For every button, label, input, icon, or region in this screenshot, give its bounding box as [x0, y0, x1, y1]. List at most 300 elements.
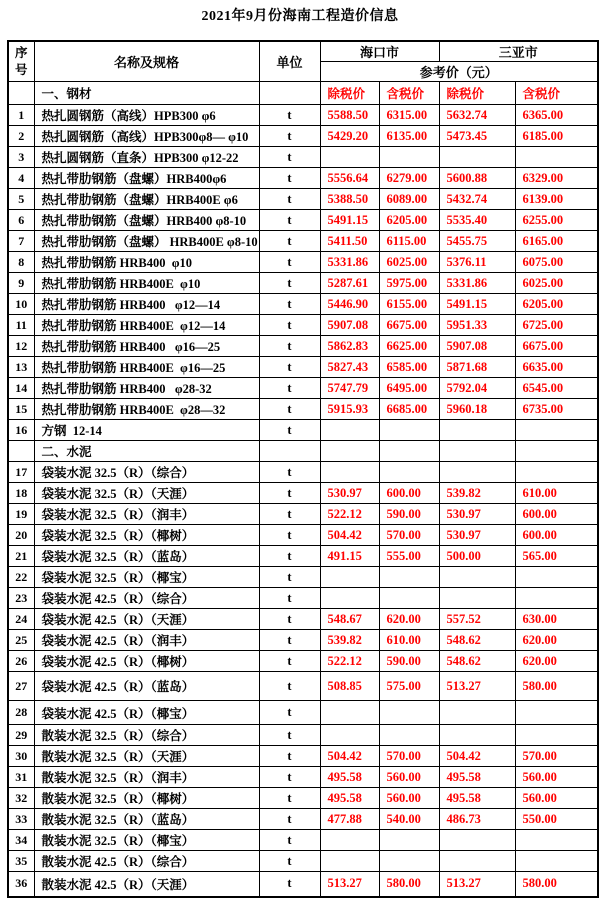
sanya-inctax-cell: 630.00 [515, 609, 598, 630]
name-spec-cell: 热扎带肋钢筋 HRB400E φ10 [34, 273, 259, 294]
table-row [8, 567, 598, 588]
haikou-inctax-cell: 610.00 [379, 630, 439, 651]
haikou-inctax-cell: 6495.00 [379, 378, 439, 399]
table-row [8, 504, 598, 525]
table-row [8, 294, 598, 315]
table-row [8, 872, 598, 897]
haikou-extax-cell: 5862.83 [320, 336, 379, 357]
unit-cell: t [259, 210, 320, 231]
table-row [8, 336, 598, 357]
haikou-inctax-cell: 560.00 [379, 788, 439, 809]
sanya-extax-cell: 500.00 [439, 546, 515, 567]
table-row [8, 725, 598, 746]
haikou-inctax-cell: 6685.00 [379, 399, 439, 420]
unit-cell: t [259, 767, 320, 788]
unit-cell: t [259, 588, 320, 609]
header-reference-price: 参考价（元） [320, 62, 598, 82]
serial-cell: 28 [8, 701, 34, 725]
sanya-inctax-cell: 580.00 [515, 872, 598, 897]
haikou-inctax-cell [379, 851, 439, 872]
name-spec-cell: 散装水泥 32.5（R）（蓝岛） [34, 809, 259, 830]
name-spec-cell: 热扎带肋钢筋（盘螺）HRB400 φ8-10 [34, 210, 259, 231]
table-row [8, 830, 598, 851]
haikou-extax-cell: 5491.15 [320, 210, 379, 231]
unit-cell: t [259, 231, 320, 252]
unit-cell [259, 441, 320, 462]
haikou-inctax-cell: 5975.00 [379, 273, 439, 294]
unit-cell: t [259, 567, 320, 588]
sanya-extax-cell: 5907.08 [439, 336, 515, 357]
name-spec-cell: 袋装水泥 32.5（R）（椰树） [34, 525, 259, 546]
unit-cell: t [259, 546, 320, 567]
name-spec-cell: 热扎圆钢筋（高线）HPB300φ8— φ10 [34, 126, 259, 147]
sanya-extax-cell: 5491.15 [439, 294, 515, 315]
serial-cell: 2 [8, 126, 34, 147]
sanya-extax-cell: 5432.74 [439, 189, 515, 210]
table-row [8, 483, 598, 504]
unit-cell: t [259, 701, 320, 725]
haikou-inctax-cell: 540.00 [379, 809, 439, 830]
section-label: 二、水泥 [34, 441, 259, 462]
haikou-extax-cell: 522.12 [320, 504, 379, 525]
haikou-extax-cell [320, 725, 379, 746]
haikou-inctax-cell: 600.00 [379, 483, 439, 504]
haikou-extax-cell [320, 588, 379, 609]
unit-cell: t [259, 252, 320, 273]
unit-cell: t [259, 851, 320, 872]
sanya-inctax-cell: 6185.00 [515, 126, 598, 147]
sanya-extax-cell: 513.27 [439, 872, 515, 897]
sanya-extax-cell [439, 851, 515, 872]
unit-cell: t [259, 294, 320, 315]
haikou-inctax-cell: 6115.00 [379, 231, 439, 252]
sanya-extax-cell: 除税价 [439, 82, 515, 105]
section-label: 一、钢材 [34, 82, 259, 105]
name-spec-cell: 热扎带肋钢筋 HRB400 φ10 [34, 252, 259, 273]
haikou-extax-cell: 522.12 [320, 651, 379, 672]
table-row [8, 273, 598, 294]
haikou-inctax-cell [379, 725, 439, 746]
name-spec-cell: 热扎带肋钢筋 HRB400 φ28-32 [34, 378, 259, 399]
unit-cell: t [259, 357, 320, 378]
sanya-inctax-cell: 600.00 [515, 525, 598, 546]
serial-cell: 27 [8, 672, 34, 701]
unit-cell: t [259, 809, 320, 830]
haikou-extax-cell: 491.15 [320, 546, 379, 567]
header-name-and-spec: 名称及规格 [34, 41, 259, 82]
table-row [8, 210, 598, 231]
name-spec-cell: 散装水泥 32.5（R）（椰宝） [34, 830, 259, 851]
unit-cell: t [259, 525, 320, 546]
serial-cell: 17 [8, 462, 34, 483]
table-row [8, 189, 598, 210]
table-row [8, 105, 598, 126]
name-spec-cell: 袋装水泥 32.5（R）（蓝岛） [34, 546, 259, 567]
sanya-extax-cell: 5455.75 [439, 231, 515, 252]
sanya-extax-cell: 548.62 [439, 630, 515, 651]
sanya-inctax-cell [515, 588, 598, 609]
haikou-extax-cell: 5556.64 [320, 168, 379, 189]
sanya-extax-cell [439, 420, 515, 441]
sanya-inctax-cell [515, 420, 598, 441]
page-title: 2021年9月份海南工程造价信息 [201, 9, 399, 24]
name-spec-cell: 袋装水泥 32.5（R）（综合） [34, 462, 259, 483]
haikou-extax-cell [320, 420, 379, 441]
haikou-inctax-cell: 6585.00 [379, 357, 439, 378]
unit-cell: t [259, 462, 320, 483]
serial-cell: 13 [8, 357, 34, 378]
haikou-inctax-cell: 575.00 [379, 672, 439, 701]
haikou-inctax-cell: 6205.00 [379, 210, 439, 231]
name-spec-cell: 袋装水泥 32.5（R）（润丰） [34, 504, 259, 525]
haikou-inctax-cell [379, 567, 439, 588]
sanya-inctax-cell: 6075.00 [515, 252, 598, 273]
haikou-extax-cell: 5446.90 [320, 294, 379, 315]
sanya-inctax-cell: 6165.00 [515, 231, 598, 252]
haikou-inctax-cell: 6625.00 [379, 336, 439, 357]
haikou-extax-cell [320, 462, 379, 483]
serial-cell: 11 [8, 315, 34, 336]
sanya-inctax-cell: 6365.00 [515, 105, 598, 126]
unit-cell: t [259, 105, 320, 126]
sanya-extax-cell [439, 725, 515, 746]
name-spec-cell: 袋装水泥 42.5（R）（天涯） [34, 609, 259, 630]
serial-cell: 7 [8, 231, 34, 252]
haikou-extax-cell: 5331.86 [320, 252, 379, 273]
unit-cell: t [259, 872, 320, 897]
haikou-extax-cell: 5915.93 [320, 399, 379, 420]
serial-cell: 14 [8, 378, 34, 399]
haikou-extax-cell: 5287.61 [320, 273, 379, 294]
name-spec-cell: 散装水泥 32.5（R）（润丰） [34, 767, 259, 788]
serial-cell: 24 [8, 609, 34, 630]
header-city-sanya: 三亚市 [439, 41, 598, 62]
sanya-inctax-cell: 6545.00 [515, 378, 598, 399]
unit-cell: t [259, 725, 320, 746]
sanya-extax-cell: 5792.04 [439, 378, 515, 399]
table-row [8, 651, 598, 672]
sanya-inctax-cell [515, 147, 598, 168]
serial-cell: 20 [8, 525, 34, 546]
serial-cell: 33 [8, 809, 34, 830]
name-spec-cell: 袋装水泥 32.5（R）（椰宝） [34, 567, 259, 588]
price-table [7, 40, 599, 898]
sanya-extax-cell: 557.52 [439, 609, 515, 630]
sanya-extax-cell [439, 462, 515, 483]
serial-cell: 21 [8, 546, 34, 567]
name-spec-cell: 散装水泥 32.5（R）（天涯） [34, 746, 259, 767]
haikou-inctax-cell [379, 588, 439, 609]
haikou-extax-cell: 477.88 [320, 809, 379, 830]
serial-cell: 29 [8, 725, 34, 746]
serial-cell: 34 [8, 830, 34, 851]
table-row [8, 252, 598, 273]
name-spec-cell: 热扎带肋钢筋 HRB400E φ28—32 [34, 399, 259, 420]
table-row [8, 462, 598, 483]
serial-cell: 35 [8, 851, 34, 872]
sanya-extax-cell: 5473.45 [439, 126, 515, 147]
sanya-inctax-cell: 6675.00 [515, 336, 598, 357]
sanya-extax-cell: 5331.86 [439, 273, 515, 294]
serial-cell: 23 [8, 588, 34, 609]
haikou-extax-cell: 504.42 [320, 746, 379, 767]
table-row [8, 399, 598, 420]
serial-cell [8, 82, 34, 105]
unit-cell: t [259, 168, 320, 189]
serial-cell: 25 [8, 630, 34, 651]
table-header [8, 41, 598, 82]
unit-cell: t [259, 788, 320, 809]
table-row [8, 746, 598, 767]
sanya-inctax-cell [515, 830, 598, 851]
serial-cell: 1 [8, 105, 34, 126]
haikou-inctax-cell: 含税价 [379, 82, 439, 105]
sanya-extax-cell: 495.58 [439, 767, 515, 788]
haikou-inctax-cell [379, 701, 439, 725]
haikou-extax-cell [320, 567, 379, 588]
sanya-inctax-cell [515, 441, 598, 462]
sanya-extax-cell: 5871.68 [439, 357, 515, 378]
serial-cell: 10 [8, 294, 34, 315]
serial-cell: 32 [8, 788, 34, 809]
name-spec-cell: 袋装水泥 42.5（R）（椰宝） [34, 701, 259, 725]
sanya-inctax-cell: 6139.00 [515, 189, 598, 210]
unit-cell: t [259, 651, 320, 672]
sanya-inctax-cell: 6329.00 [515, 168, 598, 189]
sanya-inctax-cell: 6725.00 [515, 315, 598, 336]
sanya-inctax-cell: 含税价 [515, 82, 598, 105]
table-row [8, 357, 598, 378]
sanya-inctax-cell [515, 462, 598, 483]
header-serial-number: 序号 [8, 41, 34, 82]
unit-cell: t [259, 672, 320, 701]
haikou-inctax-cell: 6135.00 [379, 126, 439, 147]
sanya-extax-cell: 5951.33 [439, 315, 515, 336]
name-spec-cell: 热扎圆钢筋（高线）HPB300 φ6 [34, 105, 259, 126]
haikou-extax-cell [320, 851, 379, 872]
serial-cell: 8 [8, 252, 34, 273]
sanya-extax-cell: 5535.40 [439, 210, 515, 231]
serial-cell: 9 [8, 273, 34, 294]
table-row [8, 378, 598, 399]
haikou-inctax-cell [379, 147, 439, 168]
serial-cell: 5 [8, 189, 34, 210]
table-row [8, 809, 598, 830]
sanya-extax-cell: 5600.88 [439, 168, 515, 189]
haikou-inctax-cell: 570.00 [379, 525, 439, 546]
haikou-inctax-cell: 590.00 [379, 504, 439, 525]
haikou-extax-cell: 5907.08 [320, 315, 379, 336]
unit-cell: t [259, 336, 320, 357]
haikou-extax-cell: 5429.20 [320, 126, 379, 147]
table-row [8, 701, 598, 725]
unit-cell: t [259, 746, 320, 767]
sanya-inctax-cell: 560.00 [515, 767, 598, 788]
serial-cell: 4 [8, 168, 34, 189]
header-unit: 单位 [259, 41, 320, 82]
name-spec-cell: 方钢 12-14 [34, 420, 259, 441]
sanya-extax-cell: 504.42 [439, 746, 515, 767]
name-spec-cell: 散装水泥 32.5（R）（综合） [34, 725, 259, 746]
unit-cell: t [259, 483, 320, 504]
haikou-inctax-cell: 6675.00 [379, 315, 439, 336]
name-spec-cell: 散装水泥 32.5（R）（椰树） [34, 788, 259, 809]
unit-cell: t [259, 315, 320, 336]
name-spec-cell: 热扎带肋钢筋 HRB400 φ12—14 [34, 294, 259, 315]
name-spec-cell: 热扎带肋钢筋 HRB400E φ16—25 [34, 357, 259, 378]
unit-cell: t [259, 830, 320, 851]
serial-cell [8, 441, 34, 462]
sanya-extax-cell: 5376.11 [439, 252, 515, 273]
haikou-inctax-cell: 6155.00 [379, 294, 439, 315]
sanya-extax-cell: 5632.74 [439, 105, 515, 126]
sanya-inctax-cell: 565.00 [515, 546, 598, 567]
haikou-extax-cell: 5388.50 [320, 189, 379, 210]
sanya-extax-cell [439, 701, 515, 725]
sanya-inctax-cell: 6205.00 [515, 294, 598, 315]
sanya-inctax-cell [515, 567, 598, 588]
name-spec-cell: 热扎带肋钢筋 HRB400E φ12—14 [34, 315, 259, 336]
sanya-inctax-cell [515, 851, 598, 872]
table-row [8, 788, 598, 809]
haikou-inctax-cell: 580.00 [379, 872, 439, 897]
sanya-extax-cell [439, 588, 515, 609]
haikou-extax-cell: 495.58 [320, 788, 379, 809]
sanya-extax-cell [439, 830, 515, 851]
haikou-inctax-cell [379, 830, 439, 851]
sanya-extax-cell: 495.58 [439, 788, 515, 809]
haikou-extax-cell: 513.27 [320, 872, 379, 897]
haikou-extax-cell: 5827.43 [320, 357, 379, 378]
sanya-extax-cell [439, 567, 515, 588]
haikou-extax-cell: 5747.79 [320, 378, 379, 399]
table-row [8, 168, 598, 189]
haikou-extax-cell [320, 147, 379, 168]
name-spec-cell: 袋装水泥 32.5（R）（天涯） [34, 483, 259, 504]
unit-cell: t [259, 189, 320, 210]
sanya-extax-cell: 5960.18 [439, 399, 515, 420]
table-row [8, 126, 598, 147]
serial-cell: 36 [8, 872, 34, 897]
unit-cell: t [259, 399, 320, 420]
unit-cell: t [259, 609, 320, 630]
sanya-extax-cell [439, 441, 515, 462]
sanya-inctax-cell: 6255.00 [515, 210, 598, 231]
sanya-inctax-cell: 610.00 [515, 483, 598, 504]
name-spec-cell: 热扎带肋钢筋 HRB400 φ16—25 [34, 336, 259, 357]
table-row [8, 546, 598, 567]
table-row [8, 767, 598, 788]
name-spec-cell: 袋装水泥 42.5（R）（蓝岛） [34, 672, 259, 701]
name-spec-cell: 热扎带肋钢筋（盘螺）HRB400φ6 [34, 168, 259, 189]
haikou-extax-cell: 504.42 [320, 525, 379, 546]
price-table-body [8, 82, 598, 897]
haikou-extax-cell: 5588.50 [320, 105, 379, 126]
sanya-inctax-cell: 550.00 [515, 809, 598, 830]
header-row-cities [8, 41, 598, 62]
serial-cell: 12 [8, 336, 34, 357]
sanya-extax-cell [439, 147, 515, 168]
name-spec-cell: 热扎圆钢筋（直条）HPB300 φ12-22 [34, 147, 259, 168]
name-spec-cell: 袋装水泥 42.5（R）（椰树） [34, 651, 259, 672]
sanya-extax-cell: 530.97 [439, 525, 515, 546]
unit-cell: t [259, 147, 320, 168]
table-row [8, 630, 598, 651]
haikou-extax-cell [320, 441, 379, 462]
sanya-extax-cell: 548.62 [439, 651, 515, 672]
serial-cell: 16 [8, 420, 34, 441]
section-row [8, 82, 598, 105]
sanya-inctax-cell [515, 725, 598, 746]
sanya-inctax-cell: 560.00 [515, 788, 598, 809]
unit-cell: t [259, 378, 320, 399]
sanya-extax-cell: 539.82 [439, 483, 515, 504]
haikou-extax-cell [320, 701, 379, 725]
unit-cell: t [259, 420, 320, 441]
sanya-inctax-cell: 570.00 [515, 746, 598, 767]
table-row [8, 231, 598, 252]
serial-cell: 31 [8, 767, 34, 788]
haikou-inctax-cell: 555.00 [379, 546, 439, 567]
sanya-extax-cell: 486.73 [439, 809, 515, 830]
sanya-extax-cell: 513.27 [439, 672, 515, 701]
section-row [8, 441, 598, 462]
serial-cell: 19 [8, 504, 34, 525]
unit-cell: t [259, 504, 320, 525]
sanya-inctax-cell: 580.00 [515, 672, 598, 701]
serial-cell: 15 [8, 399, 34, 420]
haikou-extax-cell: 530.97 [320, 483, 379, 504]
sanya-inctax-cell: 6635.00 [515, 357, 598, 378]
haikou-extax-cell: 495.58 [320, 767, 379, 788]
serial-cell: 3 [8, 147, 34, 168]
haikou-inctax-cell: 6025.00 [379, 252, 439, 273]
name-spec-cell: 袋装水泥 42.5（R）（综合） [34, 588, 259, 609]
table-row [8, 420, 598, 441]
name-spec-cell: 热扎带肋钢筋（盘螺）HRB400E φ6 [34, 189, 259, 210]
serial-cell: 18 [8, 483, 34, 504]
name-spec-cell: 袋装水泥 42.5（R）（润丰） [34, 630, 259, 651]
haikou-extax-cell: 5411.50 [320, 231, 379, 252]
table-row [8, 609, 598, 630]
table-row [8, 851, 598, 872]
haikou-extax-cell: 508.85 [320, 672, 379, 701]
sanya-inctax-cell: 620.00 [515, 630, 598, 651]
table-row [8, 147, 598, 168]
unit-cell [259, 82, 320, 105]
unit-cell: t [259, 273, 320, 294]
haikou-inctax-cell: 620.00 [379, 609, 439, 630]
sanya-inctax-cell: 620.00 [515, 651, 598, 672]
haikou-inctax-cell [379, 441, 439, 462]
haikou-inctax-cell: 6089.00 [379, 189, 439, 210]
haikou-inctax-cell [379, 420, 439, 441]
serial-cell: 30 [8, 746, 34, 767]
haikou-extax-cell: 539.82 [320, 630, 379, 651]
serial-cell: 26 [8, 651, 34, 672]
haikou-extax-cell: 548.67 [320, 609, 379, 630]
table-row [8, 315, 598, 336]
haikou-inctax-cell: 570.00 [379, 746, 439, 767]
sanya-inctax-cell [515, 701, 598, 725]
haikou-inctax-cell: 590.00 [379, 651, 439, 672]
unit-cell: t [259, 126, 320, 147]
serial-cell: 22 [8, 567, 34, 588]
table-row [8, 588, 598, 609]
name-spec-cell: 散装水泥 42.5（R）（综合） [34, 851, 259, 872]
sanya-inctax-cell: 6025.00 [515, 273, 598, 294]
haikou-inctax-cell: 6279.00 [379, 168, 439, 189]
